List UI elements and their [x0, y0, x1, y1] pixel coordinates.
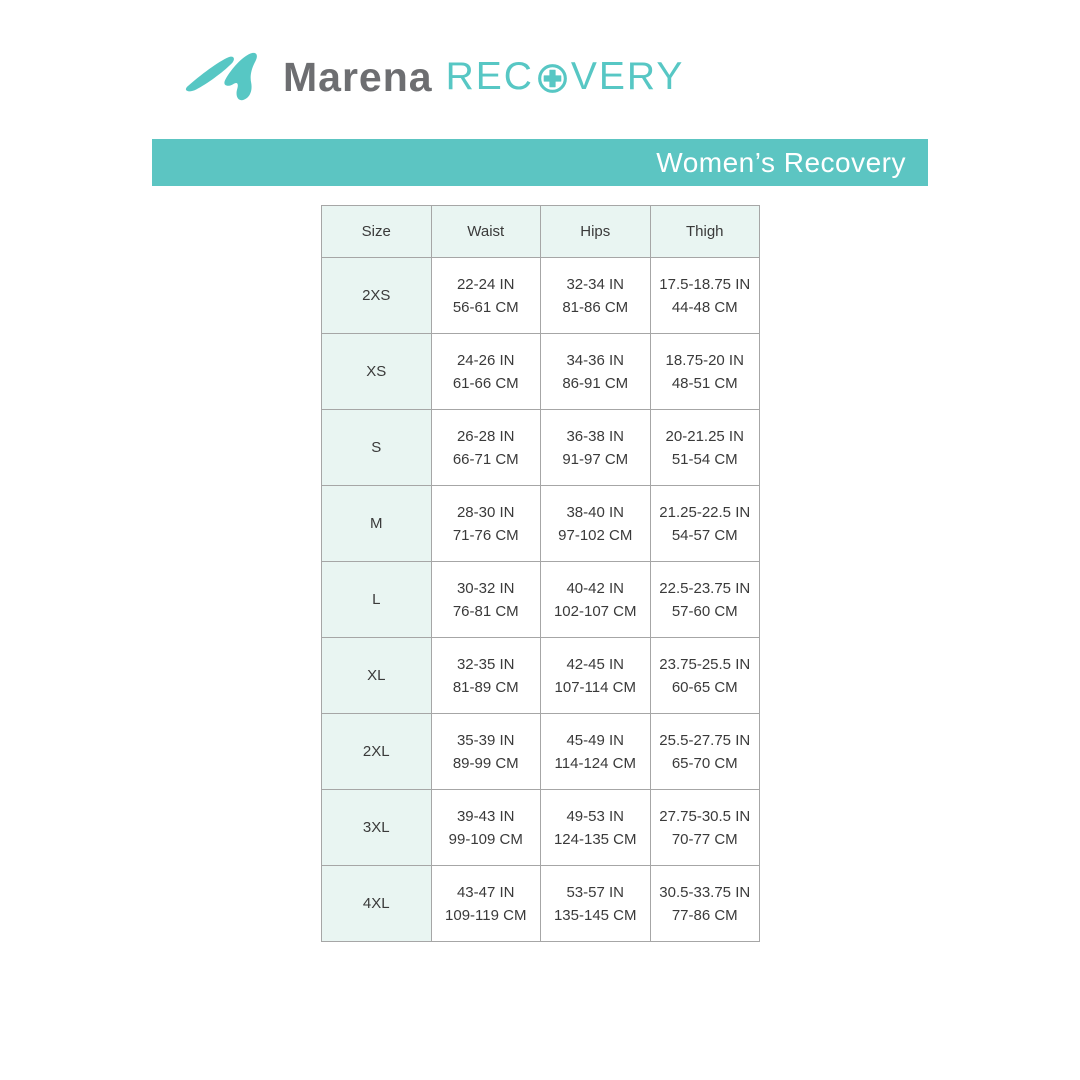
size-label: 3XL	[322, 790, 432, 866]
hips-measurement	[541, 562, 651, 638]
table-row	[322, 258, 760, 334]
table-row	[322, 334, 760, 410]
circle-plus-icon	[536, 62, 569, 95]
waist-centimeters: 99-109 CM	[448, 830, 523, 848]
size-label: 2XS	[322, 258, 432, 334]
col-header-size: Size	[322, 206, 432, 258]
hips-centimeters: 102-107 CM	[553, 602, 637, 620]
waist-measurement	[431, 486, 541, 562]
hips-measurement	[541, 714, 651, 790]
hips-inches: 32-34 IN	[566, 275, 625, 293]
waist-inches: 43-47 IN	[456, 883, 515, 901]
thigh-measurement	[650, 790, 760, 866]
col-header-waist: Waist	[431, 206, 541, 258]
waist-centimeters: 61-66 CM	[452, 374, 519, 392]
thigh-measurement	[650, 638, 760, 714]
waist-measurement	[431, 334, 541, 410]
waist-measurement	[431, 714, 541, 790]
thigh-centimeters: 54-57 CM	[671, 526, 738, 544]
marena-m-swoosh-icon	[183, 48, 271, 106]
waist-inches: 28-30 IN	[456, 503, 515, 521]
thigh-centimeters: 60-65 CM	[671, 678, 738, 696]
hips-measurement	[541, 486, 651, 562]
table-row	[322, 410, 760, 486]
hips-centimeters: 124-135 CM	[553, 830, 637, 848]
thigh-measurement	[650, 410, 760, 486]
thigh-measurement	[650, 562, 760, 638]
banner-title: Women’s Recovery	[656, 146, 906, 178]
waist-inches: 30-32 IN	[456, 579, 515, 597]
waist-measurement	[431, 410, 541, 486]
waist-inches: 35-39 IN	[456, 731, 515, 749]
waist-inches: 22-24 IN	[456, 275, 515, 293]
thigh-inches: 22.5-23.75 IN	[659, 579, 751, 597]
table-row	[322, 866, 760, 942]
hips-centimeters: 107-114 CM	[554, 678, 636, 696]
waist-inches: 26-28 IN	[456, 427, 515, 445]
hips-measurement	[541, 790, 651, 866]
thigh-inches: 18.75-20 IN	[665, 351, 744, 369]
hips-inches: 49-53 IN	[566, 807, 625, 825]
thigh-inches: 23.75-25.5 IN	[659, 655, 751, 673]
thigh-inches: 30.5-33.75 IN	[659, 883, 751, 901]
waist-centimeters: 56-61 CM	[452, 298, 519, 316]
waist-centimeters: 76-81 CM	[452, 602, 519, 620]
thigh-centimeters: 44-48 CM	[671, 298, 738, 316]
waist-centimeters: 71-76 CM	[452, 526, 519, 544]
thigh-measurement	[650, 866, 760, 942]
thigh-measurement	[650, 714, 760, 790]
thigh-centimeters: 65-70 CM	[671, 754, 738, 772]
product-name-left: REC	[445, 55, 534, 98]
table-row	[322, 638, 760, 714]
hips-centimeters: 114-124 CM	[554, 754, 636, 772]
hips-inches: 38-40 IN	[566, 503, 625, 521]
hips-centimeters: 97-102 CM	[558, 526, 633, 544]
thigh-centimeters: 48-51 CM	[671, 374, 738, 392]
size-label: L	[322, 562, 432, 638]
thigh-inches: 17.5-18.75 IN	[659, 275, 751, 293]
thigh-centimeters: 70-77 CM	[671, 830, 738, 848]
waist-measurement	[431, 638, 541, 714]
product-name	[446, 55, 685, 99]
thigh-centimeters: 57-60 CM	[671, 602, 738, 620]
hips-centimeters: 81-86 CM	[562, 298, 629, 316]
waist-measurement	[431, 866, 541, 942]
thigh-measurement	[650, 258, 760, 334]
size-label: XL	[322, 638, 432, 714]
col-header-hips: Hips	[541, 206, 651, 258]
banner	[152, 139, 928, 186]
col-header-thigh: Thigh	[650, 206, 760, 258]
waist-inches: 39-43 IN	[456, 807, 515, 825]
thigh-measurement	[650, 486, 760, 562]
size-label: 2XL	[322, 714, 432, 790]
thigh-measurement	[650, 334, 760, 410]
waist-measurement	[431, 258, 541, 334]
table-row	[322, 790, 760, 866]
waist-centimeters: 81-89 CM	[452, 678, 519, 696]
hips-inches: 53-57 IN	[566, 883, 625, 901]
hips-measurement	[541, 410, 651, 486]
size-table-body	[322, 258, 760, 942]
thigh-inches: 25.5-27.75 IN	[659, 731, 751, 749]
waist-centimeters: 66-71 CM	[452, 450, 519, 468]
hips-inches: 34-36 IN	[566, 351, 625, 369]
hips-centimeters: 91-97 CM	[562, 450, 629, 468]
size-label: S	[322, 410, 432, 486]
product-name-right: VERY	[570, 55, 685, 98]
thigh-inches: 20-21.25 IN	[665, 427, 744, 445]
waist-inches: 32-35 IN	[456, 655, 515, 673]
hips-inches: 36-38 IN	[566, 427, 625, 445]
size-label: 4XL	[322, 866, 432, 942]
thigh-inches: 27.75-30.5 IN	[659, 807, 751, 825]
hips-centimeters: 135-145 CM	[553, 906, 637, 924]
brand-wordmark	[283, 54, 684, 101]
waist-measurement	[431, 562, 541, 638]
thigh-centimeters: 77-86 CM	[671, 906, 738, 924]
size-label: M	[322, 486, 432, 562]
hips-inches: 42-45 IN	[566, 655, 625, 673]
waist-centimeters: 89-99 CM	[452, 754, 519, 772]
waist-inches: 24-26 IN	[456, 351, 515, 369]
hips-inches: 45-49 IN	[566, 731, 625, 749]
hips-measurement	[541, 866, 651, 942]
waist-centimeters: 109-119 CM	[445, 906, 527, 924]
table-row	[322, 714, 760, 790]
table-row	[322, 486, 760, 562]
hips-measurement	[541, 258, 651, 334]
table-row	[322, 562, 760, 638]
hips-measurement	[541, 638, 651, 714]
brand-name: Marena	[283, 53, 433, 100]
thigh-centimeters: 51-54 CM	[671, 450, 738, 468]
waist-measurement	[431, 790, 541, 866]
header-row	[322, 206, 760, 258]
size-chart-table	[321, 205, 760, 942]
hips-inches: 40-42 IN	[566, 579, 625, 597]
size-table-head	[322, 206, 760, 258]
hips-centimeters: 86-91 CM	[562, 374, 629, 392]
size-label: XS	[322, 334, 432, 410]
thigh-inches: 21.25-22.5 IN	[659, 503, 751, 521]
hips-measurement	[541, 334, 651, 410]
brand-logo	[183, 48, 684, 106]
